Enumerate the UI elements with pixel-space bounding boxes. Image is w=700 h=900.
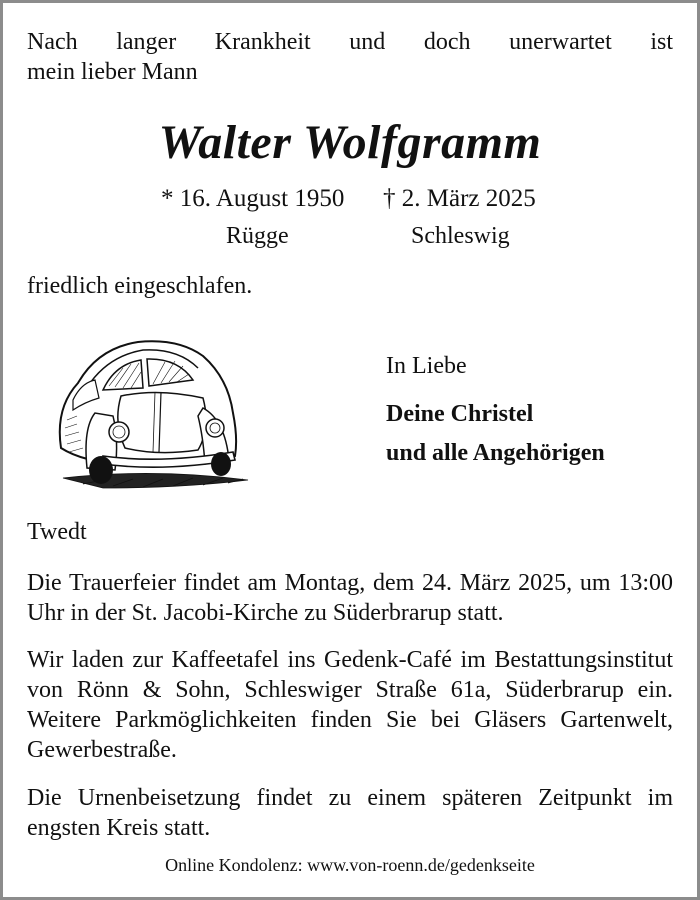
signature-line-2: und alle Angehörigen [386, 440, 605, 466]
death-place: Schleswig [411, 223, 510, 249]
birth-date: * 16. August 1950 [161, 185, 345, 212]
closing-line: friedlich eingeschlafen. [27, 273, 253, 299]
death-date: † 2. März 2025 [383, 185, 536, 212]
coffee-paragraph: Wir laden zur Kaffeetafel ins Gedenk-Café im Bestattungsinstitut von Rönn & Sohn, Schleswiger Straße 61a, Süderbrarup ein. Weitere Parkmöglichkeiten finden Sie bei Gläsers Gartenwelt, Gewerbestraße. [27, 647, 673, 763]
location: Twedt [27, 519, 87, 545]
burial-paragraph: Die Urnenbeisetzung findet zu einem späteren Zeitpunkt im engsten Kreis statt. [27, 785, 673, 841]
birth-place: Rügge [226, 223, 289, 249]
signature-line-1: Deine Christel [386, 401, 534, 427]
intro-line-2: mein lieber Mann [27, 59, 198, 85]
intro-text [27, 27, 673, 87]
deceased-name: Walter Wolfgramm [158, 116, 542, 169]
ceremony-paragraph: Die Trauerfeier findet am Montag, dem 24. März 2025, um 13:00 Uhr in der St. Jacobi-Kirche zu Süderbrarup statt. [27, 570, 673, 626]
vw-beetle-illustration [43, 328, 253, 493]
online-condolence: Online Kondolenz: www.von-roenn.de/gedenkseite [165, 855, 535, 875]
intro-line-1: Nach langer Krankheit und doch unerwartet ist [27, 29, 673, 55]
signature-greeting: In Liebe [386, 353, 467, 379]
